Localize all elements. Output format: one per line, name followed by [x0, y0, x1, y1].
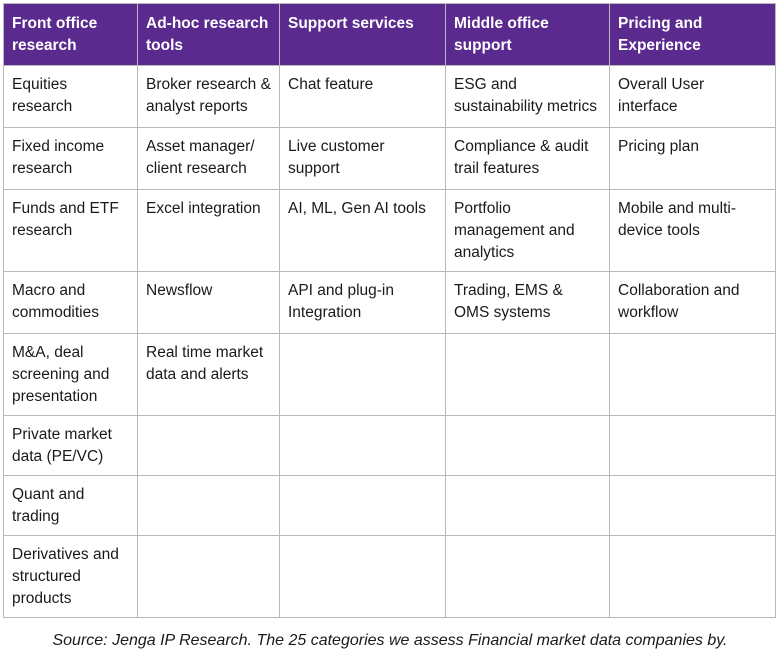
table-cell: Overall User interface — [610, 66, 776, 128]
table-cell: Real time market data and alerts — [138, 334, 280, 416]
table-cell: Collaboration and workflow — [610, 272, 776, 334]
header-front-office-research: Front office research — [4, 4, 138, 66]
table-cell: Fixed income research — [4, 128, 138, 190]
table-cell — [446, 536, 610, 618]
table-row — [4, 536, 776, 618]
table-cell: Chat feature — [280, 66, 446, 128]
header-pricing-and-experience: Pricing and Experience — [610, 4, 776, 66]
table-cell: Portfolio management and analytics — [446, 190, 610, 272]
categories-table — [3, 3, 776, 618]
table-cell: Excel integration — [138, 190, 280, 272]
table-cell — [280, 334, 446, 416]
table-cell — [280, 476, 446, 536]
table-cell: Compliance & audit trail features — [446, 128, 610, 190]
table-row — [4, 272, 776, 334]
table-cell: Newsflow — [138, 272, 280, 334]
table-cell — [446, 334, 610, 416]
header-row — [4, 4, 776, 66]
table-cell: Trading, EMS & OMS systems — [446, 272, 610, 334]
table-cell — [446, 476, 610, 536]
table-cell: Live customer support — [280, 128, 446, 190]
header-support-services: Support services — [280, 4, 446, 66]
table-cell: Quant and trading — [4, 476, 138, 536]
table-cell: Mobile and multi-device tools — [610, 190, 776, 272]
source-caption: Source: Jenga IP Research. The 25 categories we assess Financial market data companies by. — [52, 632, 728, 649]
table-cell — [138, 536, 280, 618]
table-cell: ESG and sustainability metrics — [446, 66, 610, 128]
table-cell: Macro and commodities — [4, 272, 138, 334]
table-cell — [610, 536, 776, 618]
table-cell: Funds and ETF research — [4, 190, 138, 272]
table-row — [4, 128, 776, 190]
table-cell — [280, 536, 446, 618]
table-cell: Broker research & analyst reports — [138, 66, 280, 128]
header-middle-office-support: Middle office support — [446, 4, 610, 66]
table-cell: Asset manager/ client research — [138, 128, 280, 190]
table-cell: AI, ML, Gen AI tools — [280, 190, 446, 272]
table-cell: API and plug-in Integration — [280, 272, 446, 334]
table-row — [4, 190, 776, 272]
table-cell: Private market data (PE/VC) — [4, 416, 138, 476]
table-cell — [280, 416, 446, 476]
table-cell — [138, 476, 280, 536]
table-cell: M&A, deal screening and presentation — [4, 334, 138, 416]
table-row — [4, 334, 776, 416]
table-row — [4, 476, 776, 536]
table-cell — [610, 476, 776, 536]
table-row — [4, 66, 776, 128]
table-cell — [138, 416, 280, 476]
table-cell: Derivatives and structured products — [4, 536, 138, 618]
table-cell: Equities research — [4, 66, 138, 128]
table-cell: Pricing plan — [610, 128, 776, 190]
header-ad-hoc-research-tools: Ad-hoc research tools — [138, 4, 280, 66]
table-cell — [446, 416, 610, 476]
table-cell — [610, 334, 776, 416]
table-row — [4, 416, 776, 476]
table-cell — [610, 416, 776, 476]
